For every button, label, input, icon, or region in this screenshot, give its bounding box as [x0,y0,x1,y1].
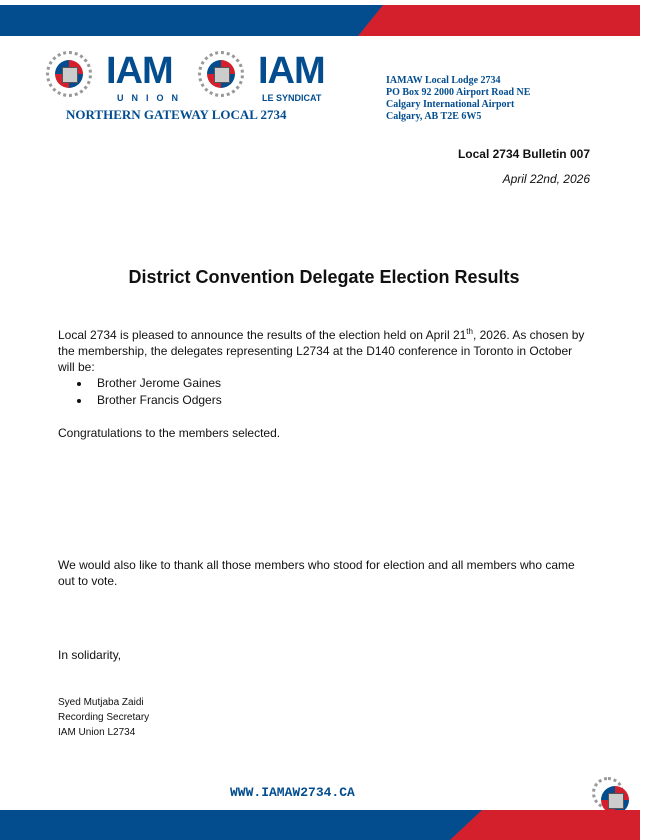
logo-title-left: IAM [106,50,173,92]
thanks-paragraph: We would also like to thank all those members who stood for election and all members who came out to vote. [58,558,575,588]
intro-paragraph: Local 2734 is pleased to announce the results of the election held on April 21th, 2026. As chosen by the membership, the delegates representing L2734 at the D140 conference in Toronto in October will be: [58,327,585,374]
logo-title-right: IAM [258,50,325,92]
logo-subtitle-left: UNION [117,93,186,103]
list-item: Brother Jerome Gaines [58,375,222,392]
header-banner [0,5,640,36]
congratulations-text: Congratulations to the members selected. [58,426,281,440]
closing-text: In solidarity, [58,648,122,662]
footer-banner [0,810,640,840]
local-name: NORTHERN GATEWAY LOCAL 2734 [66,107,287,122]
bulletin-number: Local 2734 Bulletin 007 [457,147,590,161]
list-item: Brother Francis Odgers [58,392,222,409]
website-link[interactable]: WWW.IAMAW2734.CA [230,785,355,800]
mailing-address: IAMAW Local Lodge 2734 PO Box 92 2000 Airport Road NE Calgary International Airport Calgary, AB T2E 6W5 [386,75,531,122]
iam-seal-logo [198,51,244,97]
delegate-list [58,375,222,409]
signature-block: Syed Mutjaba Zaidi Recording Secretary IAM Union L2734 [58,697,150,738]
bulletin-date: April 22nd, 2026 [502,172,590,186]
iam-seal-small-icon [592,777,624,809]
iam-seal-logo [46,51,92,97]
page-title: District Convention Delegate Election Results [128,267,520,287]
logo-subtitle-right: LE SYNDICAT [262,93,322,103]
